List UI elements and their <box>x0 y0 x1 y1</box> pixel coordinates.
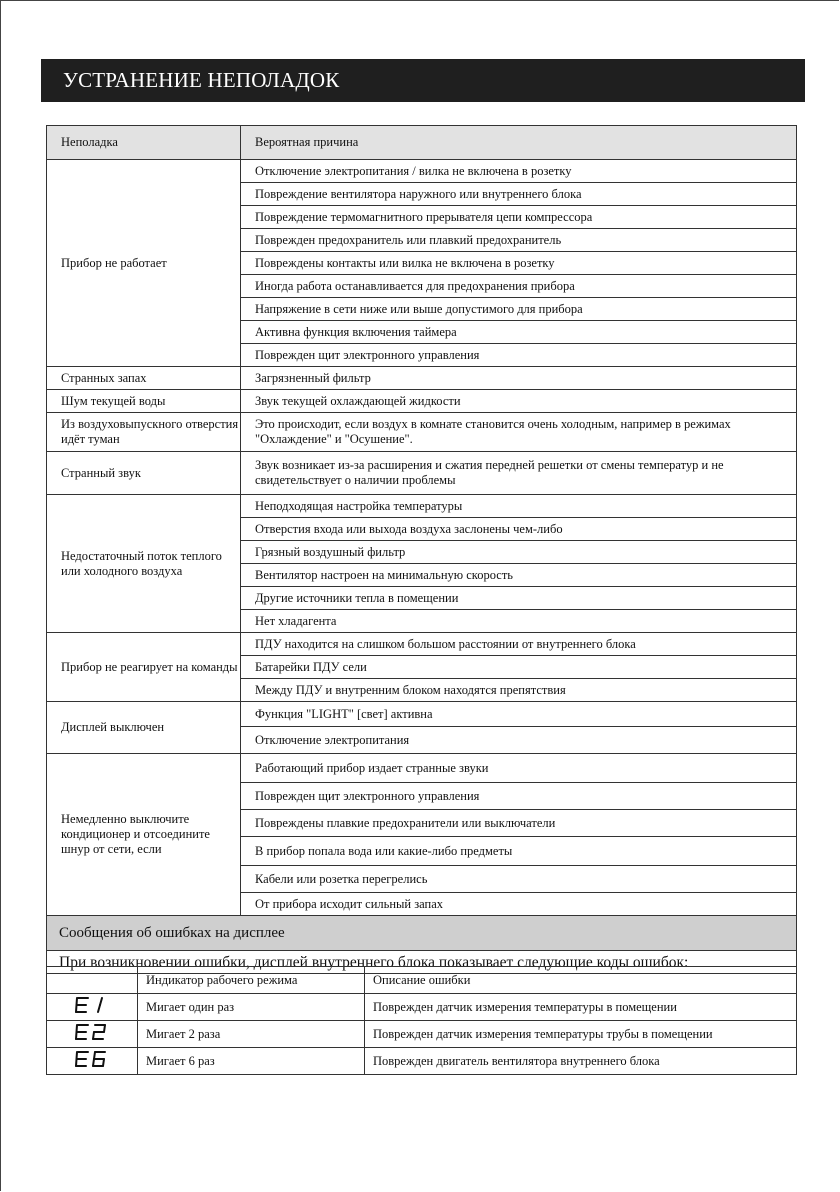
error-intro-text: При возникновении ошибки, дисплей внутреннего блока показывает следующие коды ошибок: <box>47 951 797 974</box>
cause-cell: Это происходит, если воздух в комнате становится очень холодным, например в режимах "Охлаждение" и "Осушение". <box>241 413 797 452</box>
cause-cell: Между ПДУ и внутренним блоком находятся препятствия <box>241 679 797 702</box>
problem-cell: Прибор не реагирует на команды <box>47 633 241 702</box>
error-code-glyph <box>75 1023 109 1045</box>
cause-cell: Напряжение в сети ниже или выше допустимого для прибора <box>241 298 797 321</box>
cause-cell: Повреждены плавкие предохранители или выключатели <box>241 810 797 837</box>
cause-cell: Звук текущей охлаждающей жидкости <box>241 390 797 413</box>
error-indicator-cell: Мигает 2 раза <box>138 1021 365 1048</box>
error-section-title: Сообщения об ошибках на дисплее <box>47 916 797 951</box>
cause-cell: В прибор попала вода или какие-либо предметы <box>241 837 797 866</box>
error-description-cell: Поврежден датчик измерения температуры в помещении <box>365 994 797 1021</box>
table-row <box>47 754 797 783</box>
error-row <box>47 1021 797 1048</box>
error-code-cell <box>47 1048 138 1075</box>
problem-cell: Немедленно выключите кондиционер и отсоедините шнур от сети, если <box>47 754 241 916</box>
cause-cell: Отключение электропитания / вилка не включена в розетку <box>241 160 797 183</box>
cause-cell: От прибора исходит сильный запах <box>241 893 797 916</box>
error-code-header <box>47 967 138 994</box>
error-header-row <box>47 967 797 994</box>
table-row <box>47 160 797 183</box>
problem-cell: Прибор не работает <box>47 160 241 367</box>
cause-cell: Вентилятор настроен на минимальную скорость <box>241 564 797 587</box>
cause-cell: Нет хладагента <box>241 610 797 633</box>
error-section-row <box>47 916 797 951</box>
cause-cell: Звук возникает из-за расширения и сжатия передней решетки от смены температур и не свидетельствует о наличии проблемы <box>241 452 797 495</box>
error-codes-table <box>46 966 797 1075</box>
header-problem: Неполадка <box>47 126 241 160</box>
cause-cell: Неподходящая настройка температуры <box>241 495 797 518</box>
cause-cell: Батарейки ПДУ сели <box>241 656 797 679</box>
error-code-glyph <box>75 996 109 1018</box>
table-row <box>47 452 797 495</box>
cause-cell: Отключение электропитания <box>241 727 797 754</box>
table-row <box>47 367 797 390</box>
cause-cell: Работающий прибор издает странные звуки <box>241 754 797 783</box>
cause-cell: Грязный воздушный фильтр <box>241 541 797 564</box>
error-row <box>47 1048 797 1075</box>
page-title: УСТРАНЕНИЕ НЕПОЛАДОК <box>41 59 805 102</box>
error-indicator-cell: Мигает один раз <box>138 994 365 1021</box>
problem-cell: Странный звук <box>47 452 241 495</box>
cause-cell: Поврежден предохранитель или плавкий предохранитель <box>241 229 797 252</box>
description-header: Описание ошибки <box>365 967 797 994</box>
error-code-cell <box>47 994 138 1021</box>
problem-cell: Недостаточный поток теплого или холодного воздуха <box>47 495 241 633</box>
cause-cell: Поврежден щит электронного управления <box>241 783 797 810</box>
error-description-cell: Поврежден датчик измерения температуры трубы в помещении <box>365 1021 797 1048</box>
error-code-glyph <box>75 1050 109 1072</box>
indicator-header: Индикатор рабочего режима <box>138 967 365 994</box>
table-row <box>47 390 797 413</box>
header-cause: Вероятная причина <box>241 126 797 160</box>
cause-cell: Кабели или розетка перегрелись <box>241 866 797 893</box>
cause-cell: Повреждение вентилятора наружного или внутреннего блока <box>241 183 797 206</box>
table-header-row <box>47 126 797 160</box>
problem-cell: Дисплей выключен <box>47 702 241 754</box>
cause-cell: Поврежден щит электронного управления <box>241 344 797 367</box>
cause-cell: Отверстия входа или выхода воздуха заслонены чем-либо <box>241 518 797 541</box>
cause-cell: Активна функция включения таймера <box>241 321 797 344</box>
table-row <box>47 413 797 452</box>
error-row <box>47 994 797 1021</box>
table-row <box>47 633 797 656</box>
cause-cell: Загрязненный фильтр <box>241 367 797 390</box>
cause-cell: ПДУ находится на слишком большом расстоянии от внутреннего блока <box>241 633 797 656</box>
cause-cell: Повреждены контакты или вилка не включена в розетку <box>241 252 797 275</box>
troubleshooting-table <box>46 125 797 974</box>
problem-cell: Шум текущей воды <box>47 390 241 413</box>
table-row <box>47 495 797 518</box>
problem-cell: Из воздуховыпускного отверстия идёт туман <box>47 413 241 452</box>
cause-cell: Функция "LIGHT" [свет] активна <box>241 702 797 727</box>
table-row <box>47 702 797 727</box>
cause-cell: Иногда работа останавливается для предохранения прибора <box>241 275 797 298</box>
error-description-cell: Поврежден двигатель вентилятора внутреннего блока <box>365 1048 797 1075</box>
cause-cell: Другие источники тепла в помещении <box>241 587 797 610</box>
cause-cell: Повреждение термомагнитного прерывателя цепи компрессора <box>241 206 797 229</box>
error-code-cell <box>47 1021 138 1048</box>
error-indicator-cell: Мигает 6 раз <box>138 1048 365 1075</box>
problem-cell: Странных запах <box>47 367 241 390</box>
